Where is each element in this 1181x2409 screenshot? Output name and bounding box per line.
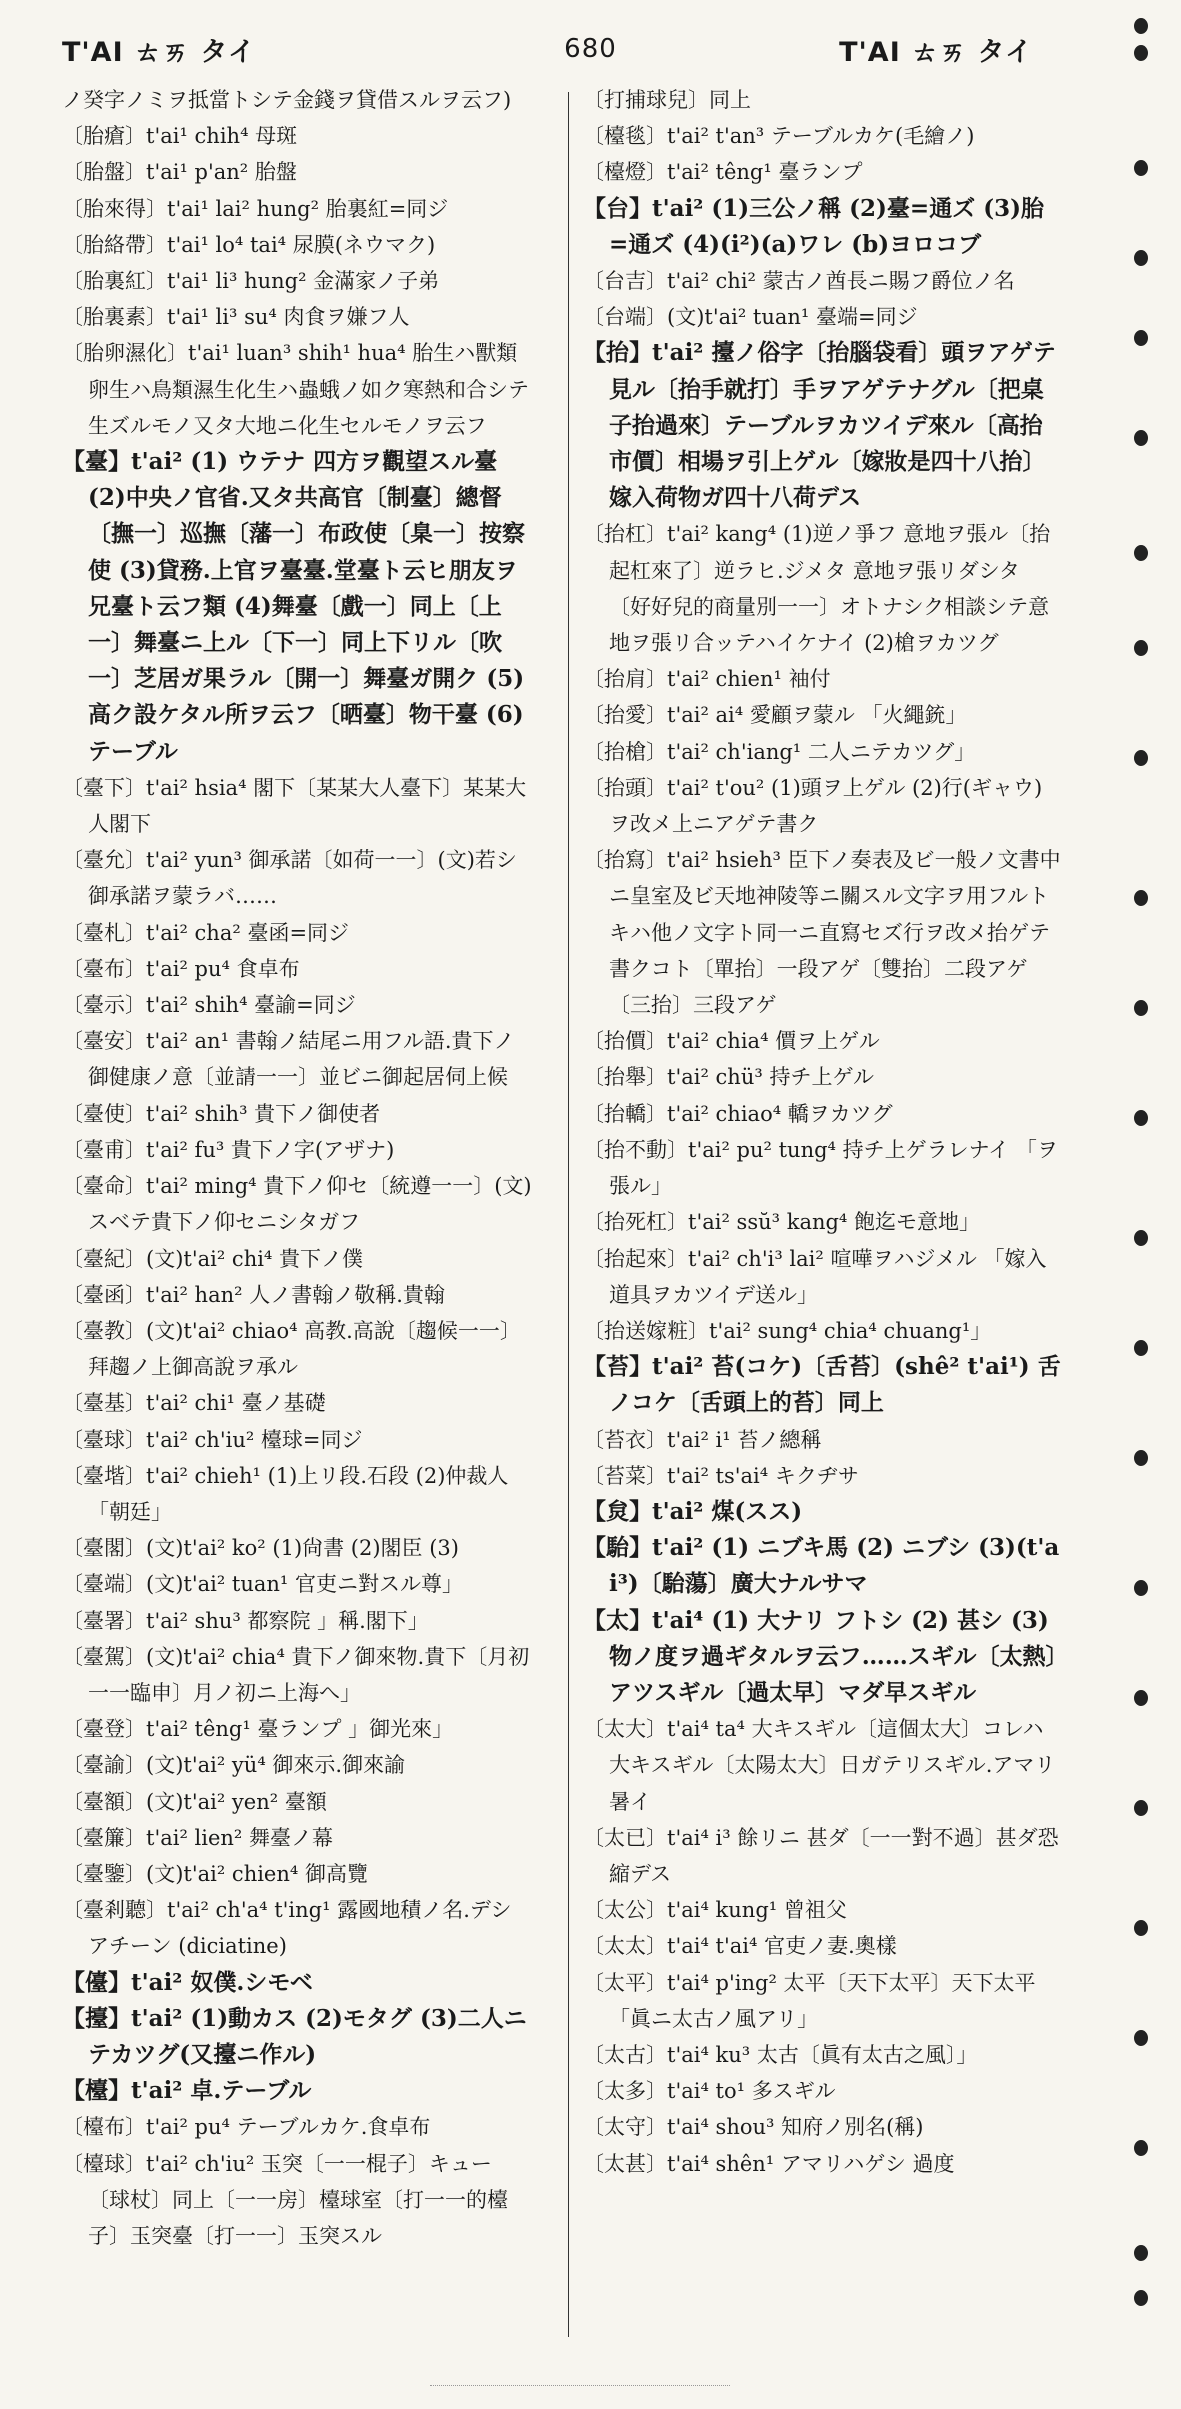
dictionary-entry: 〔臺諭〕(文)t'ai² yü⁴ 御來示.御來諭 <box>62 1753 406 1778</box>
dictionary-entry: 〔臺簾〕t'ai² lien² 舞臺ノ幕 <box>62 1825 334 1850</box>
dictionary-entry: 〔抬死杠〕t'ai² ssŭ³ kang⁴ 飽迄モ意地」 <box>583 1210 981 1235</box>
dictionary-entry: 〔太已〕t'ai⁴ i³ 餘リニ 甚ダ〔一一對不過〕甚ダ恐縮デス <box>583 1825 1059 1886</box>
dictionary-entry: 〔臺登〕t'ai² têng¹ 臺ランプ 」御光來」 <box>62 1717 454 1742</box>
dictionary-entry: 〔太平〕t'ai⁴ p'ing² 太平〔天下太平〕天下太平 「眞ニ太古ノ風アリ」 <box>583 1970 1043 2031</box>
dictionary-entry: 〔臺堦〕t'ai² chieh¹ (1)上リ段.石段 (2)仲裁人 「朝廷」 <box>62 1463 516 1524</box>
dictionary-entry: 【檯】t'ai² 卓.テーブル <box>62 2077 312 2105</box>
margin-dot <box>1134 430 1148 446</box>
dictionary-entry: 〔胎盤〕t'ai¹ p'an² 胎盤 <box>62 160 297 185</box>
dictionary-entry: 〔臺基〕t'ai² chi¹ 臺ノ基礎 <box>62 1391 326 1416</box>
dictionary-entry: 〔臺示〕t'ai² shih⁴ 臺諭=同ジ <box>62 993 356 1018</box>
dictionary-entry: 〔臺球〕t'ai² ch'iu² 檯球=同ジ <box>62 1427 363 1452</box>
dictionary-entry: 〔抬轎〕t'ai² chiao⁴ 轎ヲカツグ <box>583 1101 893 1126</box>
dictionary-entry: 【台】t'ai² (1)三公ノ稱 (2)臺=通ズ (3)胎=通ズ (4)(i²)(a)ワレ (b)ヨロコブ <box>583 194 1044 258</box>
dictionary-entry: 〔抬起來〕t'ai² ch'i³ lai² 喧嘩ヲハジメル 「嫁入道具ヲカツイデ送ル」 <box>583 1246 1047 1307</box>
left-column <box>62 82 532 2254</box>
margin-dot <box>1134 250 1148 266</box>
dictionary-entry: 〔抬價〕t'ai² chia⁴ 價ヲ上ゲル <box>583 1029 880 1054</box>
dictionary-entry: 〔抬槍〕t'ai² ch'iang¹ 二人ニテカツグ」 <box>583 739 976 764</box>
dictionary-entry: 〔抬寫〕t'ai² hsieh³ 臣下ノ奏表及ビ一般ノ文書中ニ皇室及ビ天地神陵等ニ關スル文字ヲ用フルトキハ他ノ文字ト同一ニ直寫セズ行ヲ改メ抬ゲテ書クコト〔單抬〕一段アゲ〔雙抬〕二段アゲ〔三抬〕三段アゲ <box>583 848 1061 1018</box>
dictionary-entry: 〔抬肩〕t'ai² chien¹ 袖付 <box>583 667 831 692</box>
dictionary-entry: 〔胎來得〕t'ai¹ lai² hung² 胎裏紅=同ジ <box>62 196 449 221</box>
dictionary-entry: 〔臺閣〕(文)t'ai² ko² (1)尙書 (2)閣臣 (3) <box>62 1536 459 1561</box>
running-head-left: T'AI ㄊㄞ タイ <box>62 37 256 68</box>
dictionary-entry: 〔臺教〕(文)t'ai² chiao⁴ 高教.高說〔趨候一一〕拜趨ノ上御高說ヲ承ル <box>62 1318 521 1380</box>
dictionary-entry: 〔胎絡帶〕t'ai¹ lo⁴ tai⁴ 尿膜(ネウマク) <box>62 232 436 257</box>
dictionary-entry: 〔臺下〕t'ai² hsia⁴ 閣下〔某某大人臺下〕某某大人閣下 <box>62 775 527 837</box>
page-number: 680 <box>564 34 617 64</box>
margin-dot <box>1134 45 1148 61</box>
dictionary-entry: 〔抬愛〕t'ai² ai⁴ 愛顧ヲ蒙ル 「火繩銃」 <box>583 703 967 728</box>
dictionary-entry: 〔太守〕t'ai⁴ shou³ 知府ノ別名(稱) <box>583 2115 924 2140</box>
dictionary-entry: 〔太太〕t'ai⁴ t'ai⁴ 官吏ノ妻.奧樣 <box>583 1934 897 1959</box>
margin-dot <box>1134 1920 1148 1936</box>
margin-dot <box>1134 1450 1148 1466</box>
dictionary-entry: 〔抬頭〕t'ai² t'ou² (1)頭ヲ上ゲル (2)行(ギャウ)ヲ改メ上ニアゲテ書ク <box>583 775 1043 837</box>
dictionary-entry: 〔臺紀〕(文)t'ai² chi⁴ 貴下ノ僕 <box>62 1246 364 1271</box>
dictionary-entry: 〔檯毯〕t'ai² t'an³ テーブルカケ(毛繪ノ) <box>583 124 975 149</box>
dictionary-entry: 〔臺額〕(文)t'ai² yen² 臺額 <box>62 1789 327 1814</box>
dictionary-entry: 〔太甚〕t'ai⁴ shên¹ アマリハゲシ 過度 <box>583 2151 955 2176</box>
dictionary-entry: 【儓】t'ai² 奴僕.シモベ <box>62 1968 313 1996</box>
dictionary-entry: 〔檯球〕t'ai² ch'iu² 玉突〔一一棍子〕キュー〔球杖〕同上〔一一房〕檯球室〔打一一的檯子〕玉突臺〔打一一〕玉突スル <box>62 2151 508 2248</box>
margin-dot <box>1134 890 1148 906</box>
dictionary-entry: 〔臺使〕t'ai² shih³ 貴下ノ御使者 <box>62 1101 381 1126</box>
margin-dot <box>1134 1230 1148 1246</box>
dictionary-entry: 【抬】t'ai² 擡ノ俗字〔抬腦袋看〕頭ヲアゲテ見ル〔抬手就打〕手ヲアゲテナグル〔把桌子抬過來〕テーブルヲカツイデ來ル〔高抬市價〕相場ヲ引上ゲル〔嫁妝是四十八抬〕嫁入荷物ガ四十八荷デス <box>583 339 1056 512</box>
footer-mark <box>430 2385 730 2392</box>
dictionary-entry: 〔臺甫〕t'ai² fu³ 貴下ノ字(アザナ) <box>62 1137 395 1162</box>
right-column <box>583 82 1061 2182</box>
dictionary-entry: 【炱】t'ai² 煤(スス) <box>583 1497 803 1525</box>
margin-dot <box>1134 160 1148 176</box>
margin-dot <box>1134 1690 1148 1706</box>
dictionary-entry: 〔臺布〕t'ai² pu⁴ 食卓布 <box>62 956 300 981</box>
dictionary-entry: 〔苔衣〕t'ai² i¹ 苔ノ總稱 <box>583 1427 822 1452</box>
dictionary-entry: 〔檯燈〕t'ai² têng¹ 臺ランプ <box>583 160 863 185</box>
dictionary-entry: 〔台吉〕t'ai² chi² 蒙古ノ酋長ニ賜フ爵位ノ名 <box>583 269 1015 294</box>
dictionary-entry: 〔抬不動〕t'ai² pu² tung⁴ 持チ上ゲラレナイ 「ヲ張ル」 <box>583 1137 1058 1199</box>
dictionary-entry: 〔臺安〕t'ai² an¹ 書翰ノ結尾ニ用フル語.貴下ノ御健康ノ意〔並請一一〕並ビニ御起居伺上候 <box>62 1029 515 1090</box>
dictionary-entry: 〔臺命〕t'ai² ming⁴ 貴下ノ仰セ〔統遵一一〕(文)スベテ貴下ノ仰セニシタガフ <box>62 1174 532 1235</box>
margin-dot <box>1134 1110 1148 1126</box>
dictionary-entry: 【駘】t'ai² (1) ニブキ馬 (2) ニブシ (3)(t'ai³)〔駘蕩〕廣大ナルサマ <box>583 1534 1060 1598</box>
dictionary-entry: 〔太大〕t'ai⁴ ta⁴ 大キスギル〔這個太大〕コレハ大キスギル〔太陽太大〕日ガテリスギル.アマリ暑イ <box>583 1717 1056 1814</box>
dictionary-entry: 〔太古〕t'ai⁴ ku³ 太古〔眞有太古之風〕」 <box>583 2042 978 2067</box>
margin-dot <box>1134 18 1148 34</box>
dictionary-entry: 【擡】t'ai² (1)動カス (2)モタグ (3)二人ニテカツグ(又擡ニ作ル) <box>62 2004 527 2068</box>
margin-dot <box>1134 1800 1148 1816</box>
dictionary-entry: 〔臺署〕t'ai² shu³ 都察院 」稱.閣下」 <box>62 1608 429 1633</box>
running-head-right: T'AI ㄊㄞ タイ <box>839 37 1033 68</box>
margin-dot <box>1134 330 1148 346</box>
margin-dot <box>1134 1580 1148 1596</box>
column-divider <box>568 92 569 2337</box>
margin-dot <box>1134 1340 1148 1356</box>
dictionary-entry: 〔臺剎聽〕t'ai² ch'a⁴ t'ing¹ 露國地積ノ名.デシアチーン (diciatine) <box>62 1898 512 1959</box>
dictionary-entry: 〔胎卵濕化〕t'ai¹ luan³ shih¹ hua⁴ 胎生ハ獸類卵生ハ鳥類濕生化生ハ蟲蛾ノ如ク寒熱和合シテ生ズルモノ又タ大地ニ化生セルモノヲ云フ <box>62 341 529 438</box>
dictionary-entry: 〔太多〕t'ai⁴ to¹ 多スギル <box>583 2079 836 2104</box>
dictionary-entry: 〔苔菜〕t'ai² ts'ai⁴ キクヂサ <box>583 1463 859 1488</box>
dictionary-entry: 【苔】t'ai² 苔(コケ)〔舌苔〕(shê² t'ai¹) 舌ノコケ〔舌頭上的苔〕同上 <box>583 1353 1061 1417</box>
dictionary-entry: 〔檯布〕t'ai² pu⁴ テーブルカケ.食卓布 <box>62 2115 431 2140</box>
margin-dot <box>1134 2245 1148 2261</box>
dictionary-entry: 〔胎裏素〕t'ai¹ li³ su⁴ 肉食ヲ嫌フ人 <box>62 305 410 330</box>
dictionary-entry: 【太】t'ai⁴ (1) 大ナリ フトシ (2) 甚シ (3) 物ノ度ヲ過ギタルヲ云フ……スギル〔太熱〕アツスギル〔過太早〕マダ早スギル <box>583 1606 1058 1706</box>
page-header <box>0 0 1181 80</box>
dictionary-entry: 【臺】t'ai² (1) ウテナ 四方ヲ觀望スル臺 (2)中央ノ官省.又タ共高官〔制臺〕總督〔撫一〕巡撫〔藩一〕布政使〔臬一〕按察使 (3)貸務.上官ヲ臺臺.堂臺ト云ヒ朋友ヲ兄臺ト云フ類 (4)舞臺〔戲一〕同上〔上一〕舞臺ニ上ル〔下一〕同上下リル〔吹一〕芝居ガ果ラル〔開一〕舞臺ガ開ク (5)高ク設ケタル所ヲ云フ〔晒臺〕物干臺 (6)テーブル <box>62 448 525 765</box>
dictionary-entry: 〔胎瘡〕t'ai¹ chih⁴ 母斑 <box>62 124 298 149</box>
margin-dot <box>1134 640 1148 656</box>
dictionary-entry: 〔太公〕t'ai⁴ kung¹ 曾祖父 <box>583 1898 847 1923</box>
margin-dot <box>1134 545 1148 561</box>
dictionary-entry: 〔臺駕〕(文)t'ai² chia⁴ 貴下ノ御來物.貴下〔月初一一臨申〕月ノ初ニ上海へ」 <box>62 1644 530 1705</box>
dictionary-entry: 〔抬送嫁粧〕t'ai² sung⁴ chia⁴ chuang¹」 <box>583 1318 992 1343</box>
margin-dot <box>1134 1000 1148 1016</box>
dictionary-entry: 〔台端〕(文)t'ai² tuan¹ 臺端=同ジ <box>583 305 918 330</box>
margin-dot <box>1134 750 1148 766</box>
dictionary-entry: 〔臺端〕(文)t'ai² tuan¹ 官吏ニ對スル尊」 <box>62 1572 464 1597</box>
dictionary-entry: 〔胎裏紅〕t'ai¹ li³ hung² 金滿家ノ子弟 <box>62 269 440 294</box>
margin-dot <box>1134 2290 1148 2306</box>
margin-dot <box>1134 2030 1148 2046</box>
margin-dot <box>1134 2140 1148 2156</box>
dictionary-entry: 〔臺允〕t'ai² yun³ 御承諾〔如荷一一〕(文)若シ御承諾ヲ蒙ラバ…… <box>62 848 517 909</box>
dictionary-entry: 〔臺札〕t'ai² cha² 臺函=同ジ <box>62 920 350 945</box>
dictionary-entry: 〔臺鑒〕(文)t'ai² chien⁴ 御高覽 <box>62 1861 368 1886</box>
dictionary-entry: 〔抬舉〕t'ai² chü³ 持チ上ゲル <box>583 1065 875 1090</box>
dictionary-entry: ノ癸字ノミヲ抵當トシテ金錢ヲ貸借スルヲ云フ) <box>62 88 512 112</box>
margin-marks <box>1130 0 1170 2409</box>
dictionary-entry: 〔臺函〕t'ai² han² 人ノ書翰ノ敬稱.貴翰 <box>62 1282 445 1307</box>
dictionary-entry: 〔抬杠〕t'ai² kang⁴ (1)逆ノ爭フ 意地ヲ張ル〔抬起杠來了〕逆ラヒ.ジメタ 意地ヲ張リダシタ〔好好兒的商量別一一〕オトナシク相談シテ意地ヲ張リ合ッテハイケナイ (2)槍ヲカツグ <box>583 522 1051 656</box>
dictionary-entry: 〔打捕球兒〕同上 <box>583 88 751 112</box>
